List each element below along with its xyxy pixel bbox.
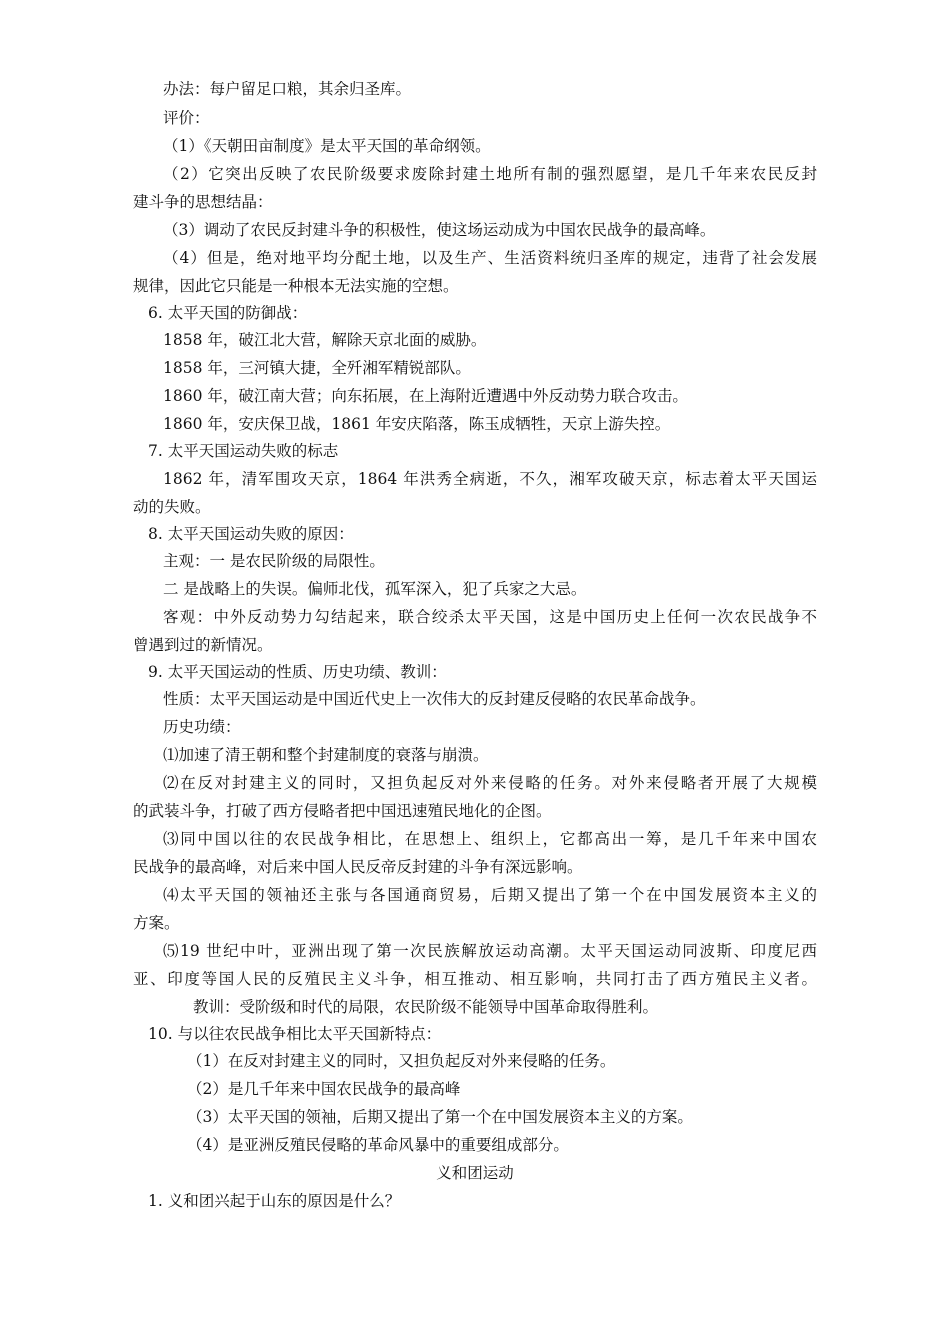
text-line: 动的失败。: [133, 498, 211, 516]
text-line: （4）但是，绝对地平均分配土地，以及生产、生活资料统归圣库的规定，违背了社会发展: [163, 249, 817, 267]
text-line: 主观：一 是农民阶级的局限性。: [163, 552, 385, 570]
text-line: 1860 年，安庆保卫战，1861 年安庆陷落，陈玉成牺牲，天京上游失控。: [163, 415, 671, 433]
text-line: ⑵在反对封建主义的同时，又担负起反对外来侵略的任务。对外来侵略者开展了大规模: [163, 774, 817, 792]
text-line: 1860 年，破江南大营；向东拓展，在上海附近遭遇中外反动势力联合攻击。: [163, 387, 688, 405]
text-line: （3）调动了农民反封建斗争的积极性，使这场运动成为中国农民战争的最高峰。: [163, 221, 716, 239]
section-heading: 10. 与以往农民战争相比太平天国新特点：: [148, 1025, 442, 1043]
text-line: 客观：中外反动势力勾结起来，联合绞杀太平天国，这是中国历史上任何一次农民战争不: [163, 608, 817, 626]
text-line: 1858 年，三河镇大捷，全歼湘军精锐部队。: [163, 359, 471, 377]
text-line: 建斗争的思想结晶：: [133, 193, 273, 211]
text-line: 性质：太平天国运动是中国近代史上一次伟大的反封建反侵略的农民革命战争。: [163, 690, 706, 708]
text-line: ⑴加速了清王朝和整个封建制度的衰落与崩溃。: [163, 746, 489, 764]
text-line: （2）是几千年来中国农民战争的最高峰: [187, 1080, 461, 1098]
text-line: （4）是亚洲反殖民侵略的革命风暴中的重要组成部分。: [187, 1136, 569, 1154]
section-heading: 9. 太平天国运动的性质、历史功绩、教训：: [148, 663, 447, 681]
section-heading: 1. 义和团兴起于山东的原因是什么？: [148, 1192, 401, 1210]
text-line: ⑸19 世纪中叶，亚洲出现了第一次民族解放运动高潮。太平天国运动同波斯、印度尼西: [163, 942, 817, 960]
text-line: 方案。: [133, 914, 180, 932]
text-line: 历史功绩：: [163, 718, 241, 736]
section-heading: 8. 太平天国运动失败的原因：: [148, 525, 354, 543]
section-heading: 7. 太平天国运动失败的标志: [148, 442, 339, 460]
text-line: 1858 年，破江北大营，解除天京北面的威胁。: [163, 331, 487, 349]
text-line: 评价：: [163, 109, 210, 127]
text-line: （3）太平天国的领袖，后期又提出了第一个在中国发展资本主义的方案。: [187, 1108, 693, 1126]
text-line: 亚、印度等国人民的反殖民主义斗争，相互推动、相互影响，共同打击了西方殖民主义者。: [133, 970, 817, 988]
text-line: 民战争的最高峰，对后来中国人民反帝反封建的斗争有深远影响。: [133, 858, 583, 876]
text-line: 教训：受阶级和时代的局限，农民阶级不能领导中国革命取得胜利。: [193, 998, 659, 1016]
text-line: 1862 年，清军围攻天京，1864 年洪秀全病逝，不久，湘军攻破天京，标志着太平天国运: [163, 470, 817, 488]
text-line: 规律，因此它只能是一种根本无法实施的空想。: [133, 277, 459, 295]
text-line: （1）在反对封建主义的同时，又担负起反对外来侵略的任务。: [187, 1052, 616, 1070]
text-line: 曾遇到过的新情况。: [133, 636, 273, 654]
section-heading: 6. 太平天国的防御战：: [148, 304, 308, 322]
text-line: ⑶同中国以往的农民战争相比，在思想上、组织上，它都高出一筹，是几千年来中国农: [163, 830, 817, 848]
text-line: 的武装斗争，打破了西方侵略者把中国迅速殖民地化的企图。: [133, 802, 552, 820]
text-line: （2）它突出反映了农民阶级要求废除封建土地所有制的强烈愿望，是几千年来农民反封: [163, 165, 817, 183]
chapter-title: 义和团运动: [436, 1164, 514, 1182]
text-line: 办法：每户留足口粮，其余归圣库。: [163, 80, 412, 98]
text-line: （1）《天朝田亩制度》是太平天国的革命纲领。: [163, 137, 491, 155]
text-line: ⑷太平天国的领袖还主张与各国通商贸易，后期又提出了第一个在中国发展资本主义的: [163, 886, 817, 904]
text-line: 二 是战略上的失误。偏师北伐，孤军深入，犯了兵家之大忌。: [163, 580, 587, 598]
